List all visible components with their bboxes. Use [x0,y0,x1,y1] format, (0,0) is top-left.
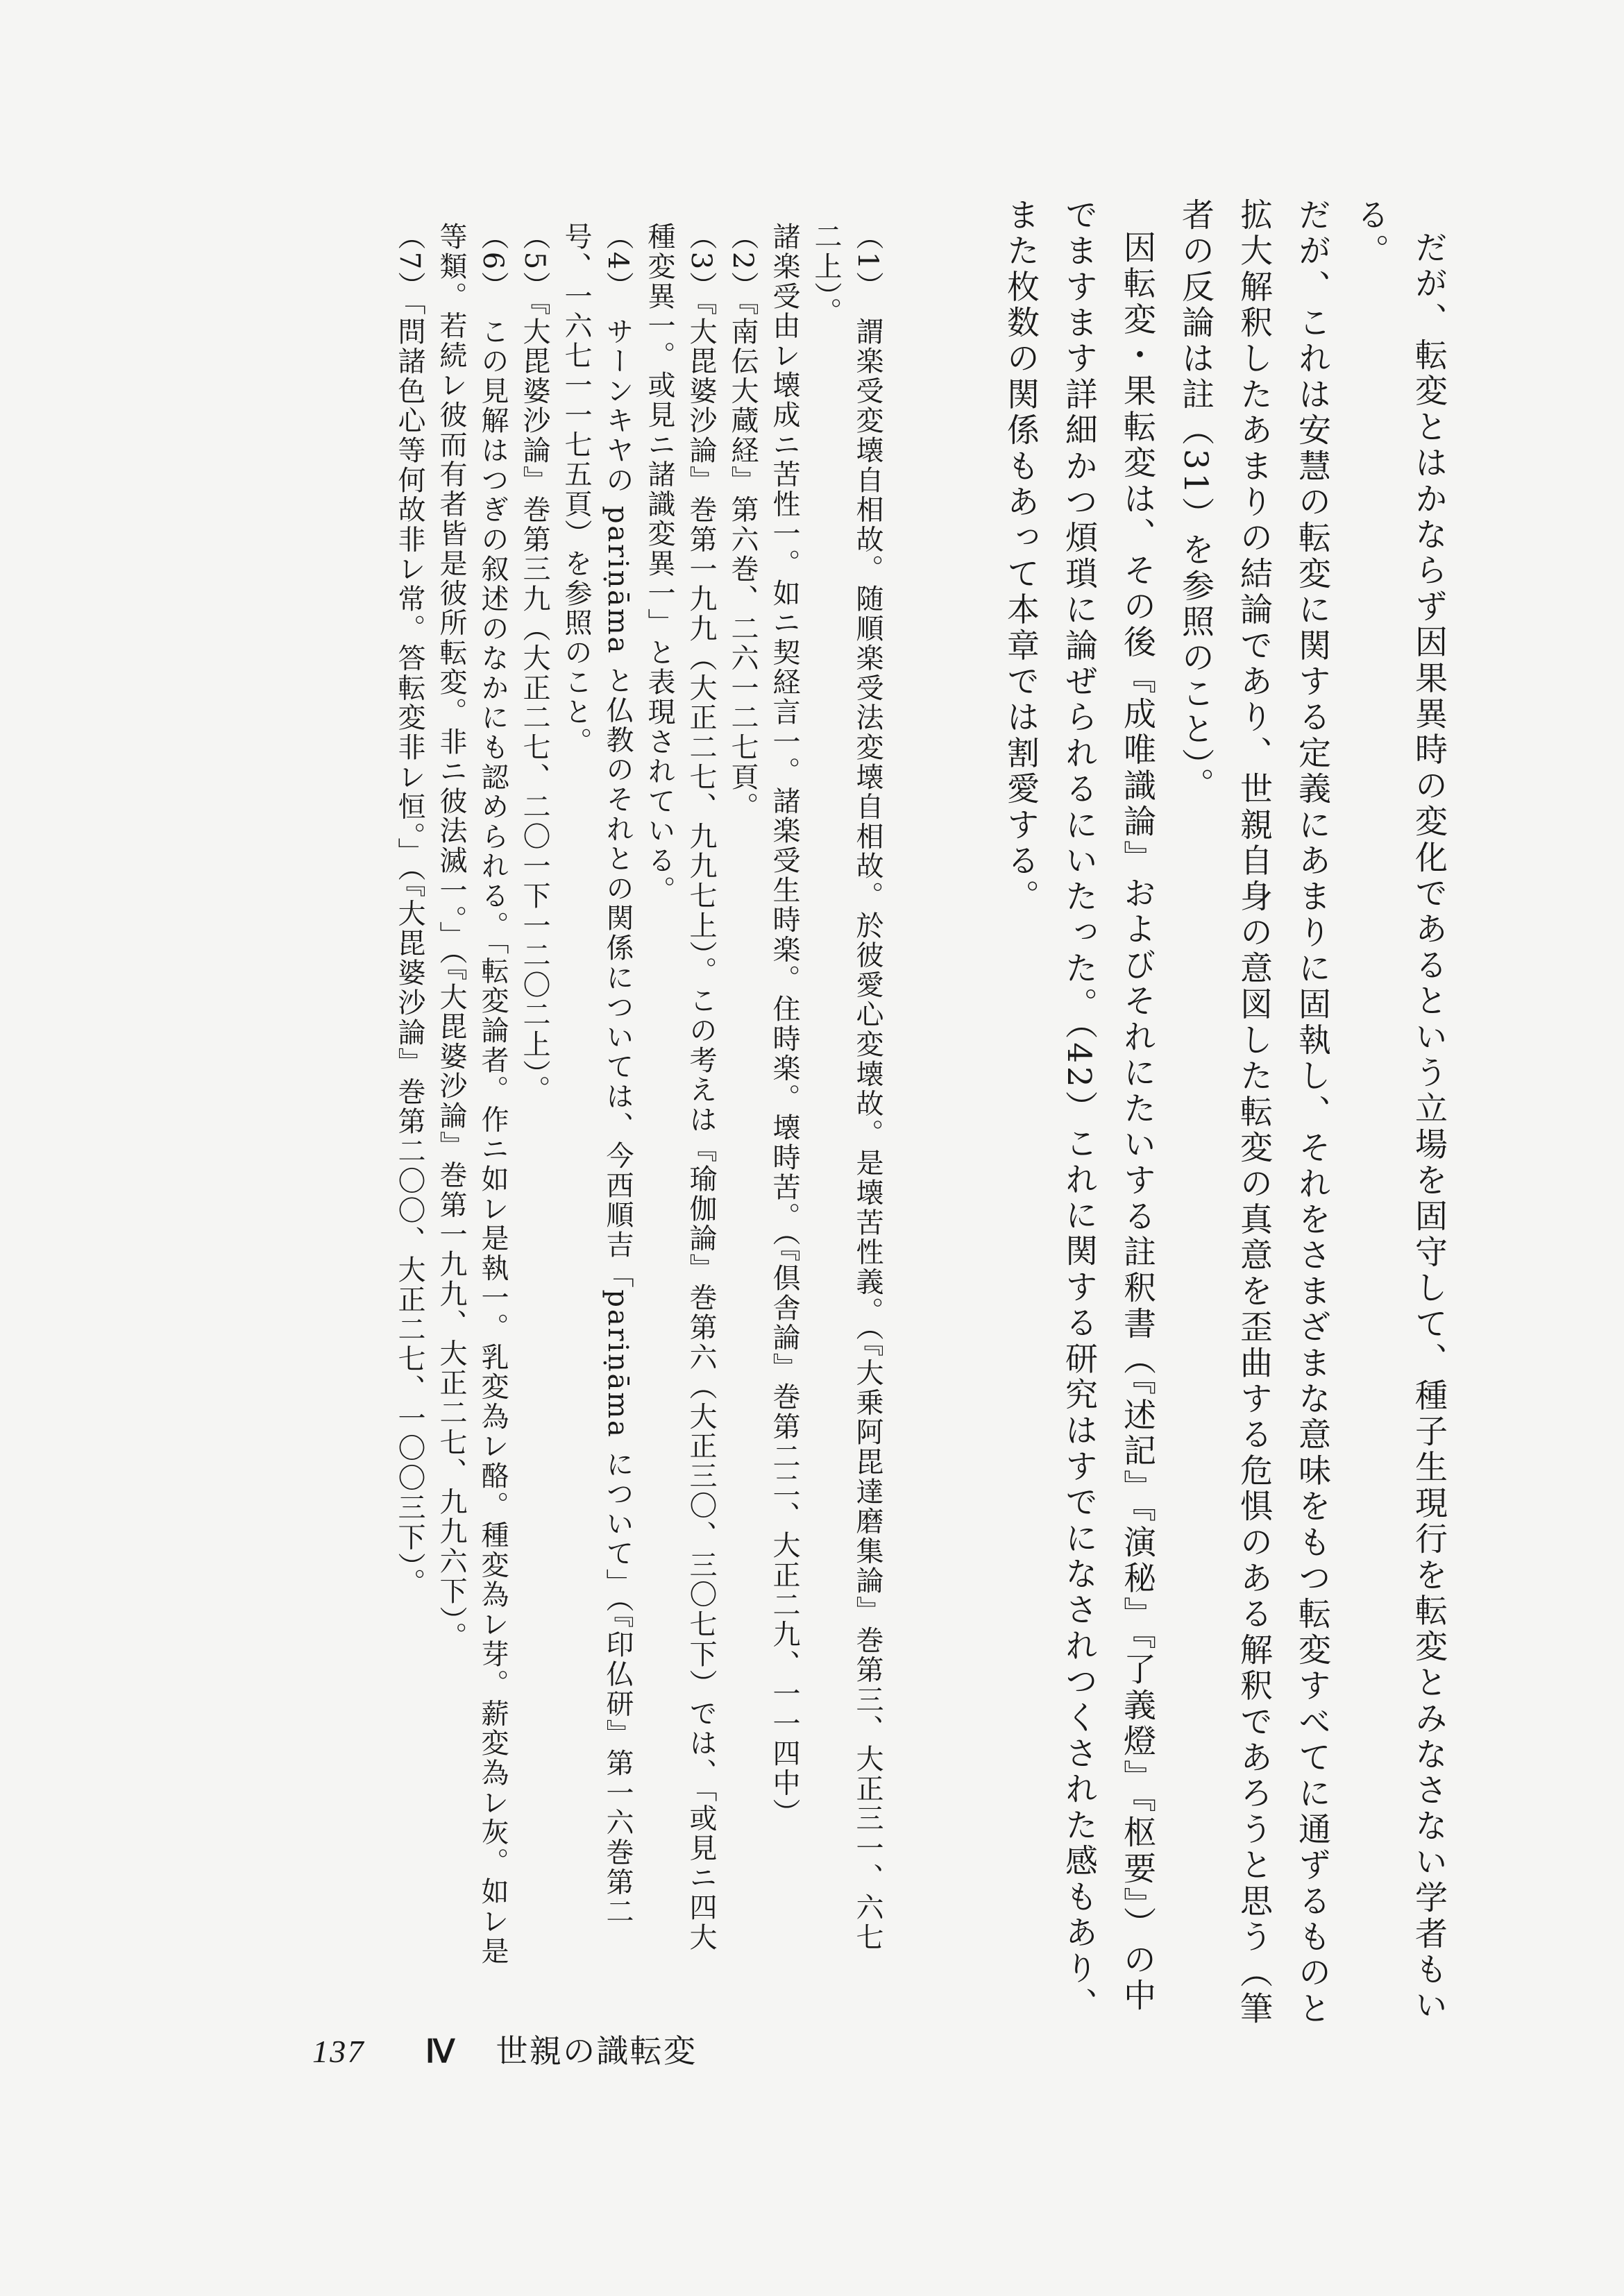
footnote-6: （6） この見解はつぎの叙述のなかにも認められる。「転変論者。作ニ如レ是執一。乳変為レ酪。種変為レ芽。薪変為レ灰。如レ是等類。若続レ彼而有者皆是彼所転変。非ニ彼法滅一。」（『大毘婆沙論』巻第一九九、大正二七、九九六下）。 [435,222,509,1966]
footnote-2: （2）『南伝大蔵経』第六巻、二六一二七頁。 [727,222,759,822]
footnote-3: （3）『大毘婆沙論』巻第一九九（大正二七、九九七上）。この考えは『瑜伽論』巻第六（大正三〇、三〇七下）では、「或見ニ四大種変異一。或見ニ諸識変異一」と表現されている。 [643,222,717,1953]
chapter-number: Ⅳ [425,2034,457,2069]
body-paragraph-2: だが、これは安慧の転変に関する定義にあまりに固執し、それをさまざまな意味をもつ転変すべてに通ずるものと拡大解釈したあまりの結論であり、世親自身の意図した転変の真意を歪曲する危惧のある解釈であろうと思う（筆者の反論は註（31）を参照のこと）。 [1176,198,1331,2027]
page-number: 137 [312,2034,365,2069]
footnote-5: （5）『大毘婆沙論』巻第三九（大正二七、二〇一下一二〇二上）。 [518,222,550,1105]
body-paragraph-3: 因転変・果転変は、その後『成唯識論』およびそれにたいする註釈書（『述記』『演秘』『了義燈』『枢要』）の中でますます詳細かつ煩瑣に論ぜられるにいたった。（42）これに関する研究はすでになされつくされた感もあり、また枚数の関係もあって本章では割愛する。 [1001,198,1156,2023]
page-footer [312,2026,697,2072]
footnote-1: （1） 謂楽受変壊自相故。随順楽受法変壊自相故。於彼愛心変壊故。是壊苦性義。（『大乗阿毘達磨集論』巻第三、大正三一、六七二上）。 [810,222,883,1953]
main-text [991,198,1457,2036]
running-title: 世親の識転変 [496,2032,697,2070]
footnote-1-continued: 諸楽受由レ壊成ニ苦性一。如ニ契経言一。諸楽受生時楽。住時楽。壊時苦。（『倶舎論』巻第二二、大正二九、一一四中） [768,222,800,1828]
footnote-4: （4） サーンキヤの pariṇāma と仏教のそれとの関係については、今西順吉「pariṇāma について」（『印仏研』第一六巻第二号、一六七一一七五頁）を参照のこと。 [560,222,634,1927]
footnotes [389,222,888,1978]
body-paragraph-1: だが、転変とはかならず因果異時の変化であるという立場を固守して、種子生現行を転変とみなさない学者もいる。 [1351,198,1448,2024]
footnote-7: （7）「問諸色心等何故非レ常。答転変非レ恒。」（『大毘婆沙論』巻第二〇〇、大正二七、一〇〇三下）。 [394,222,425,1598]
